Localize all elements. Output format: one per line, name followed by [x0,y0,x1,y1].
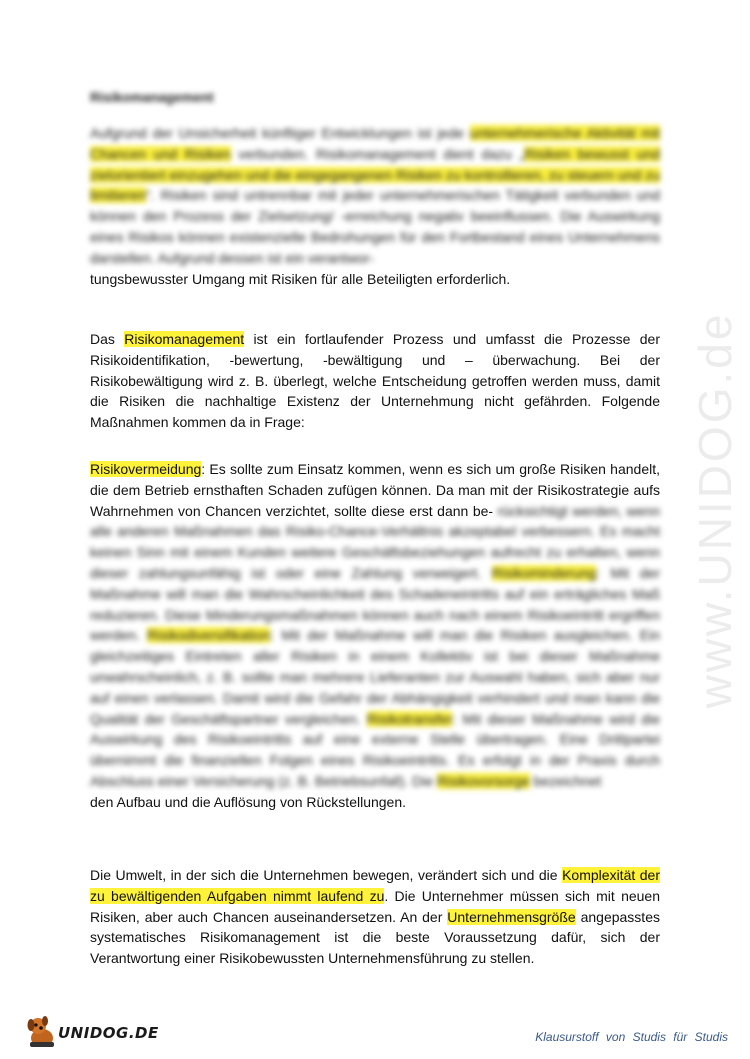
highlight: Risikodiversifikation [147,627,271,644]
text-run: . Die Unternehmer müssen sich mit neuen Risiken, aber auch Chancen auseinandersetzen. An der [90,887,660,925]
dog-mascot-icon [22,1012,62,1052]
highlight: Risikotransfer [366,710,453,727]
paragraph-conclusion [90,865,660,969]
text-run: : Mit der Maßnahme will man die Risiken ausgleichen. Ein gleichzeitiges Eintreten aller Risiken in einem Kollektiv ist bei dieser Maßnahme unwahrscheinlich, z. B. sollte man mehrere Lieferanten zur Auswahl haben, sich aber nur auf einen verlassen. Damit wird die Gefahr der Abhängigkeit verhindert und man kann die Qualität der Geschäftspartner vergleichen. [90,627,660,727]
text-run: : Mit dieser Maßnahme wird die Auswirkung des Risikoeintritts auf eine externe Stelle übertragen. Eine Drittpartei übernimmt die finanziellen Folgen eines Risikoeintritts. Es erfolgt in der Praxis durch Abschluss einer Versicherung (z. B. Betriebsunfall). Die [90,710,660,789]
watermark: www.UNIDOG.de [689,311,741,709]
blurred-text-block [90,125,660,266]
blurred-text-block [90,503,660,789]
logo-text: UNIDOG.DE [58,1024,159,1042]
text-run: verbunden. Risikomanagement dient dazu „ [230,145,525,162]
highlight: unternehmerische Aktivität mit Chancen und Risiken [90,125,660,162]
highlight: Komplexität der zu bewältigenden Aufgaben nimmt laufend zu [90,867,660,904]
text-run: ist ein fortlaufender Prozess und umfasst die Prozesse der Risikoidentifikation, -bewertung, -bewältigung und – überwachung. Bei der Risikobewältigung wird z. B. überlegt, welche Entscheidung getroffen werden muss, damit die Risiken die nachhaltige Existenz der Unternehmung nicht gefährden. Folgende Maßnahmen kommen da in Frage: [90,331,660,431]
text-run: : Mit der Maßnahme will man die Wahrscheinlichkeit des Schadeneintritts auf ein erträgliches Maß reduzieren. Diese Minderungsmaßnahmen können auch nach einem Risikoeintritt ergriffen werden. [90,564,660,644]
highlight: Risikominderung [491,564,597,581]
text-run: : Es sollte zum Einsatz kommen, wenn es sich um große Risiken handelt, die dem Betrieb ernsthaften Schaden zufügen können. Da man mit der Risikostrategie aufs Wahrnehmen von Chancen verzichtet, sollte diese erst dann be- [90,461,660,519]
footer-tagline: Klausurstoff von Studis für Studis [535,1030,728,1044]
text-run: angepasstes systematisches Risikomanagement ist die beste Voraussetzung dafür, sich der Verantwortung einer Risikobewussten Unternehmensführung zu stellen. [90,908,660,967]
text-run: rücksichtigt werden, wenn alle anderen Maßnahmen das Risiko-Chance-Verhältnis akzeptabel verbessern. Es macht keinen Sinn mit einem Kunden weitere Geschäftsbeziehungen aufrecht zu erhalten, wenn dieser zahlungsunfähig ist oder eine Zahlung verweigert. [90,502,661,581]
text-run: bezeichnet [529,772,602,789]
highlight: Risikomanagement [124,331,245,347]
highlight: Risiken bewusst und zielorientiert einzugehen und die eingegangenen Risiken zu kontrollieren, zu steuern und zu limitieren [90,145,660,204]
unidog-logo [22,1012,172,1052]
paragraph-measures [90,459,660,813]
document-title: Risikomanagement [90,90,214,105]
paragraph-risk-management [90,329,660,433]
highlight: Risikovorsorge [437,772,530,789]
highlight: Unternehmensgröße [447,908,576,925]
highlight: Risikovermeidung [90,461,202,477]
paragraph-intro [90,123,660,289]
text-run: “. Risiken sind untrennbar mit jeder unternehmerischen Tätigkeit verbunden und können den Prozess der Zielsetzung/ -erreichung negativ beeinflussen. Die Auswirkung eines Risikos können existenzielle Bedrohungen für den Fortbestand eines Unternehmens darstellen. Aufgrund dessen ist ein verantwor- [90,187,660,266]
text-run: Das [90,331,125,347]
text-run: Aufgrund der Unsicherheit künftiger Entwicklungen ist jede [90,125,470,141]
text-run: Die Umwelt, in der sich die Unternehmen bewegen, verändert sich und die [90,867,563,883]
text-line: tungsbewusster Umgang mit Risiken für alle Beteiligten erforderlich. [90,270,511,287]
text-line: den Aufbau und die Auflösung von Rückstellungen. [90,793,407,810]
